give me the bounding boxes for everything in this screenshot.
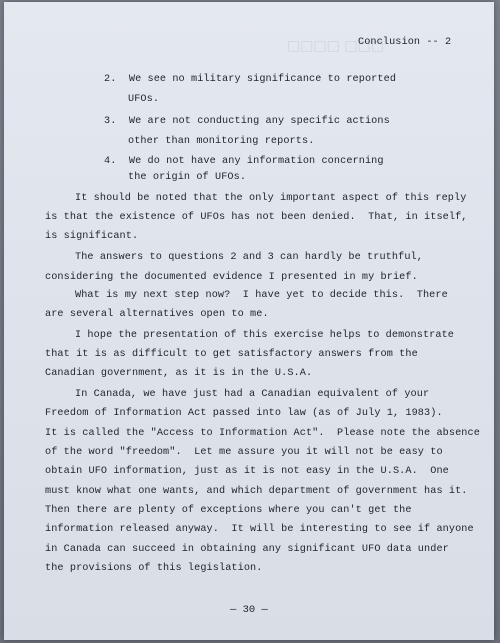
- text-line: the origin of UFOs.: [128, 172, 247, 183]
- text-line: In Canada, we have just had a Canadian equivalent of your: [75, 389, 430, 400]
- text-line: I hope the presentation of this exercise helps to demonstrate: [75, 330, 455, 341]
- text-line: in Canada can succeed in obtaining any significant UFO data under: [45, 544, 449, 555]
- page-header: Conclusion -- 2: [358, 37, 452, 48]
- text-line: UFOs.: [128, 94, 160, 105]
- text-line: Freedom of Information Act passed into law (as of July 1, 1983).: [45, 408, 443, 419]
- show-through-text: □□□ □□□□: [286, 38, 384, 54]
- text-line: It is called the "Access to Information Act". Please note the absence: [45, 428, 480, 439]
- page-number: — 30 —: [230, 604, 268, 616]
- text-line: considering the documented evidence I presented in my brief.: [45, 272, 418, 283]
- text-line: 2. We see no military significance to reported: [104, 74, 397, 85]
- text-line: of the word "freedom". Let me assure you it will not be easy to: [45, 447, 443, 458]
- text-line: obtain UFO information, just as it is not easy in the U.S.A. One: [45, 466, 449, 477]
- text-line: Then there are plenty of exceptions where you can't get the: [45, 505, 412, 516]
- text-line: Canadian government, as it is in the U.S.A.: [45, 368, 313, 379]
- text-line: 4. We do not have any information concerning: [104, 156, 384, 167]
- text-line: must know what one wants, and which department of government has it.: [45, 486, 468, 497]
- text-line: the provisions of this legislation.: [45, 563, 263, 574]
- text-line: It should be noted that the only important aspect of this reply: [75, 193, 467, 204]
- text-line: is significant.: [45, 231, 139, 242]
- text-line: What is my next step now? I have yet to decide this. There: [75, 290, 448, 301]
- text-line: is that the existence of UFOs has not been denied. That, in itself,: [45, 212, 468, 223]
- text-line: information released anyway. It will be interesting to see if anyone: [45, 524, 474, 535]
- text-line: 3. We are not conducting any specific actions: [104, 116, 390, 127]
- text-line: The answers to questions 2 and 3 can hardly be truthful,: [75, 252, 423, 263]
- text-line: other than monitoring reports.: [128, 136, 315, 147]
- text-line: that it is as difficult to get satisfactory answers from the: [45, 349, 418, 360]
- text-line: are several alternatives open to me.: [45, 309, 269, 320]
